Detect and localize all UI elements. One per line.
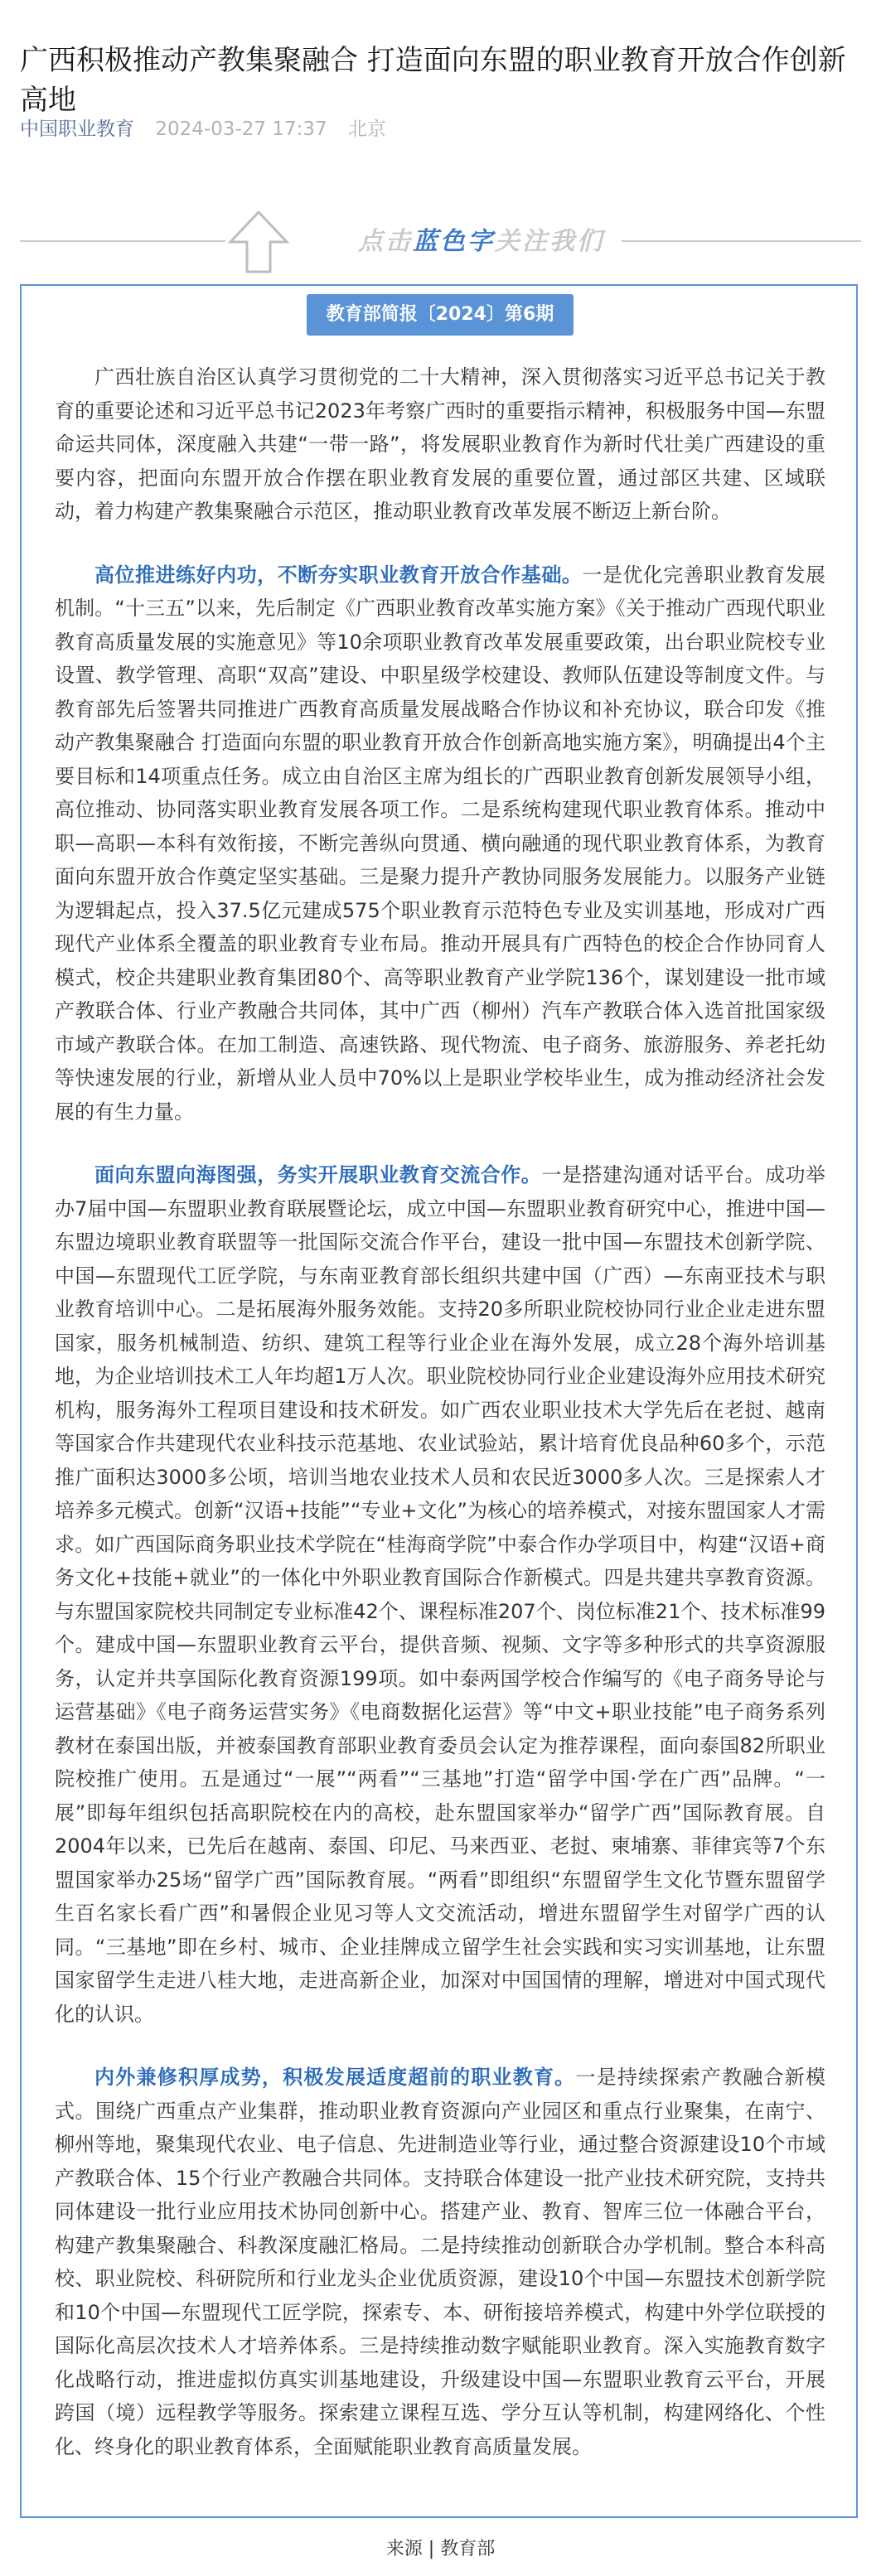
paragraph-section-1 <box>55 558 825 1129</box>
paragraph-lead: 高位推进练好内功，不断夯实职业教育开放合作基础。 <box>94 563 583 587</box>
article-body <box>55 360 825 2493</box>
paragraph-section-2 <box>55 1158 825 2031</box>
bulletin-badge: 教育部简报〔2024〕第6期 <box>307 294 574 336</box>
follow-banner <box>20 209 861 275</box>
follow-text-post: 关注我们 <box>495 227 604 256</box>
follow-text-blue: 蓝色字 <box>413 227 495 256</box>
article-meta <box>20 116 386 143</box>
paragraph-text: 一是持续探索产教融合新模式。围绕广西重点产业集群，推动职业教育资源向产业园区和重点行业聚集，在南宁、柳州等地，聚集现代农业、电子信息、先进制造业等行业，通过整合资源建设10个市域产教联合体、15个行业产教融合共同体。支持联合体建设一批产业技术研究院，支持共同体建设一批行业应用技术协同创新中心。搭建产业、教育、智库三位一体融合平台，构建产教集聚融合、科教深度融汇格局。二是持续推动创新联合办学机制。整合本科高校、职业院校、科研院所和行业龙头企业优质资源，建设10个中国—东盟技术创新学院和10个中国—东盟现代工匠学院，探索专、本、研衔接培养模式，构建中外学位联授的国际化高层次技术人才培养体系。三是持续推动数字赋能职业教育。深入实施教育数字化战略行动，推进虚拟仿真实训基地建设，升级建设中国—东盟职业教育云平台，开展跨国（境）远程教学等服务。探索建立课程互选、学分互认等机制，构建网络化、个性化、终身化的职业教育体系，全面赋能职业教育高质量发展。 <box>55 2066 826 2458</box>
arrow-up-icon <box>225 209 292 275</box>
paragraph-text: 一是优化完善职业教育发展机制。“十三五”以来，先后制定《广西职业教育改革实施方案》《关于推动广西现代职业教育高质量发展的实施意见》等10余项职业教育改革发展重要政策，出台职业院校专业设置、教学管理、高职“双高”建设、中职星级学校建设、教师队伍建设等制度文件。与教育部先后签署共同推进广西教育高质量发展战略合作协议和补充协议，联合印发《推动产教集聚融合 打造面向东盟的职业教育开放合作创新高地实施方案》，明确提出4个主要目标和14项重点任务。成立由自治区主席为组长的广西职业教育创新发展领导小组，高位推动、协同落实职业教育发展各项工作。二是系统构建现代职业教育体系。推动中职—高职—本科有效衔接，不断完善纵向贯通、横向融通的现代职业教育体系，为教育面向东盟开放合作奠定坚实基础。三是聚力提升产教协同服务发展能力。以服务产业链为逻辑起点，投入37.5亿元建成575个职业教育示范特色专业及实训基地，形成对广西现代产业体系全覆盖的职业教育专业布局。推动开展具有广西特色的校企合作协同育人模式，校企共建职业教育集团80个、高等职业教育产业学院136个，谋划建设一批市域产教联合体、行业产教融合共同体，其中广西（柳州）汽车产教联合体入选首批国家级市域产教联合体。在加工制造、高速铁路、现代物流、电子商务、旅游服务、养老托幼等快速发展的行业，新增从业人员中70%以上是职业学校毕业生，成为推动经济社会发展的有生力量。 <box>55 563 826 1124</box>
paragraph-text: 一是搭建沟通对话平台。成功举办7届中国—东盟职业教育联展暨论坛，成立中国—东盟职业教育研究中心，推进中国—东盟边境职业教育联盟等一批国际交流合作平台，建设一批中国—东盟技术创新学院、中国—东盟现代工匠学院，与东南亚教育部长组织共建中国（广西）—东南亚技术与职业教育培训中心。二是拓展海外服务效能。支持20多所职业院校协同行业企业走进东盟国家，服务机械制造、纺织、建筑工程等行业企业在海外发展，成立28个海外培训基地，为企业培训技术工人年均超1万人次。职业院校协同行业企业建设海外应用技术研究机构，服务海外工程项目建设和技术研发。如广西农业职业技术大学先后在老挝、越南等国家合作共建现代农业科技示范基地、农业试验站，累计培育优良品种60多个，示范推广面积达3000多公顷，培训当地农业技术人员和农民近3000多人次。三是探索人才培养多元模式。创新“汉语+技能”“专业+文化”为核心的培养模式，对接东盟国家人才需求。如广西国际商务职业技术学院在“桂海商学院”中泰合作办学项目中，构建“汉语+商务文化+技能+就业”的一体化中外职业教育国际合作新模式。四是共建共享教育资源。与东盟国家院校共同制定专业标准42个、课程标准207个、岗位标准21个、技术标准99个。建成中国—东盟职业教育云平台，提供音频、视频、文字等多种形式的共享资源服务，认定并共享国际化教育资源199项。如中泰两国学校合作编写的《电子商务导论与运营基础》《电子商务运营实务》《电商数据化运营》等“中文+职业技能”电子商务系列教材在泰国出版，并被泰国教育部职业教育委员会认定为推荐课程，面向泰国82所职业院校推广使用。五是通过“一展”“两看”“三基地”打造“留学中国·学在广西”品牌。“一展”即每年组织包括高职院校在内的高校，赴东盟国家举办“留学广西”国际教育展。自2004年以来，已先后在越南、泰国、印尼、马来西亚、老挝、柬埔寨、菲律宾等7个东盟国家举办25场“留学广西”国际教育展。“两看”即组织“东盟留学生文化节暨东盟留学生百名家长看广西”和暑假企业见习等人文交流活动，增进东盟留学生对留学广西的认同。“三基地”即在乡村、城市、企业挂牌成立留学生社会实践和实习实训基地，让东盟国家留学生走进八桂大地，走进高新企业，加深对中国国情的理解，增进对中国式现代化的认识。 <box>55 1163 825 2026</box>
account-name-link[interactable]: 中国职业教育 <box>20 118 134 140</box>
divider-right <box>622 240 861 242</box>
paragraph-intro <box>55 360 825 529</box>
paragraph-section-3 <box>55 2061 825 2463</box>
divider-left <box>20 240 225 242</box>
paragraph-lead: 面向东盟向海图强，务实开展职业教育交流合作。 <box>94 1163 542 1187</box>
follow-text <box>358 225 604 259</box>
article-title: 广西积极推动产教集聚融合 打造面向东盟的职业教育开放合作创新高地 <box>20 43 846 117</box>
paragraph-lead: 内外兼修积厚成势，积极发展适度超前的职业教育。 <box>94 2066 576 2089</box>
follow-text-pre: 点击 <box>358 227 413 256</box>
source-footer: 来源 | 教育部 <box>385 2539 496 2559</box>
bulletin-box <box>20 284 858 2518</box>
publish-location: 北京 <box>347 118 386 140</box>
publish-date: 2024-03-27 17:37 <box>155 118 327 140</box>
paragraph-text: 广西壮族自治区认真学习贯彻党的二十大精神，深入贯彻落实习近平总书记关于教育的重要论述和习近平总书记2023年考察广西时的重要指示精神，积极服务中国—东盟命运共同体，深度融入共建“一带一路”，将发展职业教育作为新时代壮美广西建设的重要内容，把面向东盟开放合作摆在职业教育发展的重要位置，通过部区共建、区域联动，着力构建产教集聚融合示范区，推动职业教育改革发展不断迈上新台阶。 <box>55 365 825 523</box>
